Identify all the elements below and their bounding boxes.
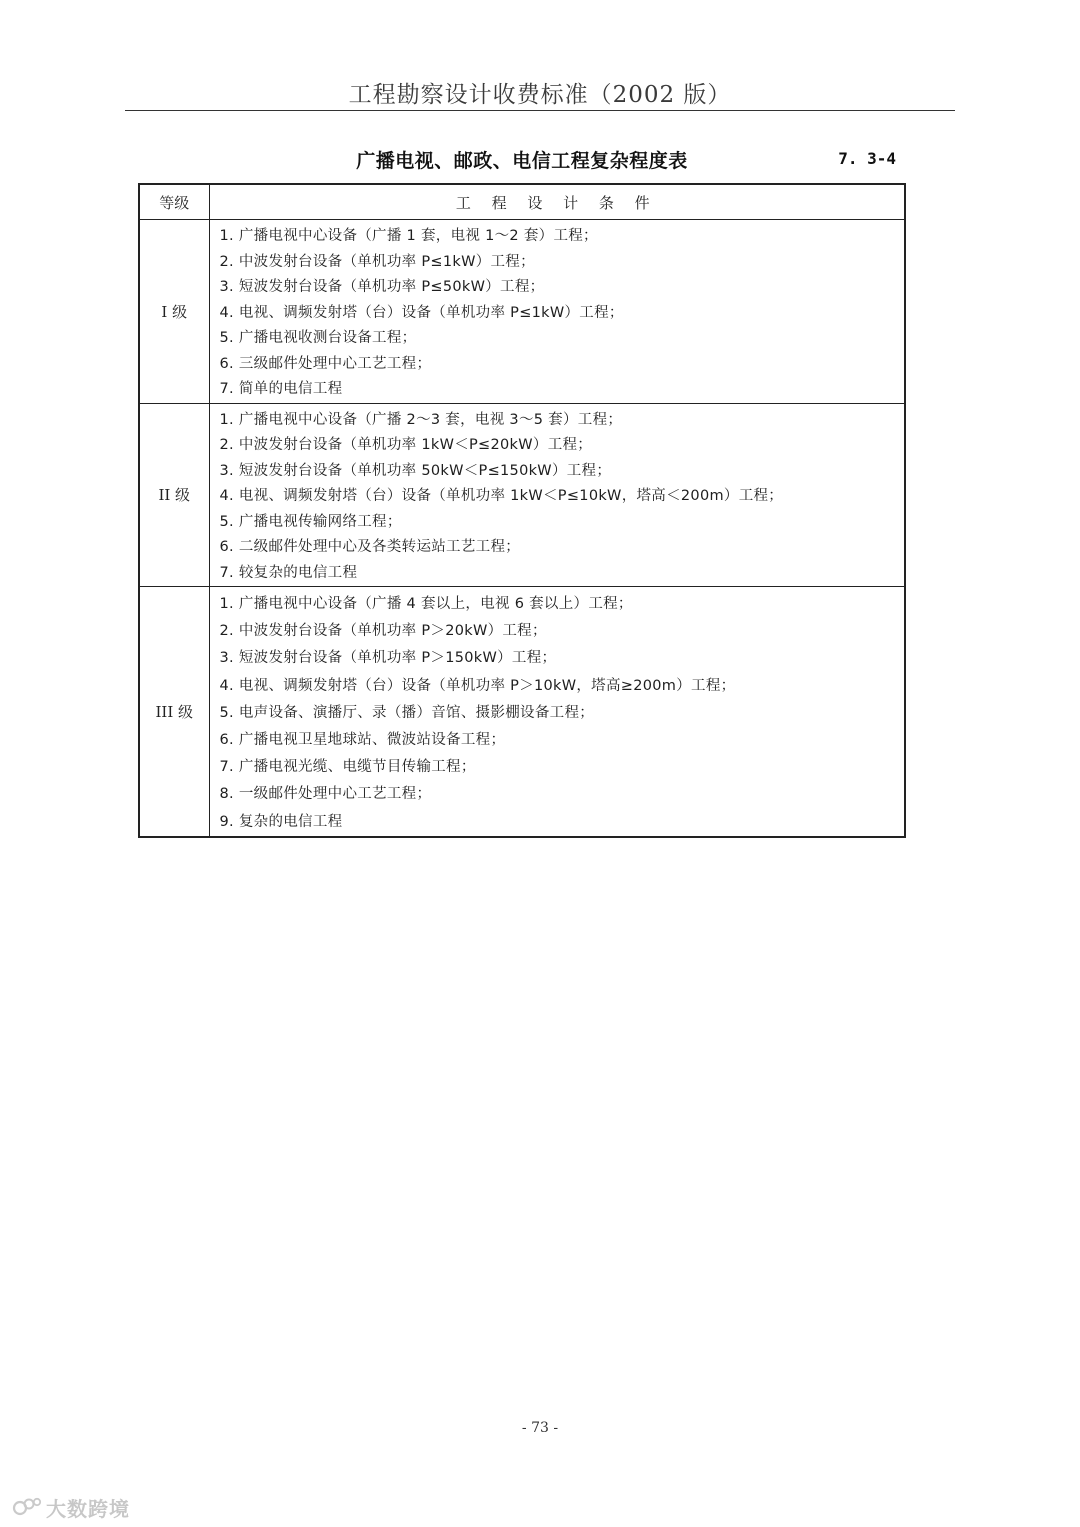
table-caption <box>138 146 906 174</box>
condition-item: 1. 广播电视中心设备（广播 4 套以上，电视 6 套以上）工程； <box>219 596 633 612</box>
condition-item: 7. 较复杂的电信工程 <box>219 564 358 581</box>
conditions-cell <box>209 220 905 404</box>
table-row-grade-2 <box>139 403 905 587</box>
grade-label: II 级 <box>139 403 209 587</box>
condition-item: 8. 一级邮件处理中心工艺工程； <box>219 786 432 803</box>
conditions-cell <box>209 403 905 587</box>
complexity-table <box>138 183 906 838</box>
condition-item: 6. 二级邮件处理中心及各类转运站工艺工程； <box>219 539 521 555</box>
condition-item: 3. 短波发射台设备（单机功率 50kW＜P≤150kW）工程； <box>219 462 612 479</box>
condition-item: 5. 电声设备、演播厅、录（播）音馆、摄影棚设备工程； <box>219 704 595 721</box>
condition-item: 1. 广播电视中心设备（广播 1 套，电视 1～2 套）工程； <box>219 228 598 244</box>
table-row-grade-1 <box>139 220 905 404</box>
condition-item: 4. 电视、调频发射塔（台）设备（单机功率 P＞10kW，塔高≥200m）工程； <box>219 677 736 694</box>
condition-item: 4. 电视、调频发射塔（台）设备（单机功率 1kW＜P≤10kW，塔高＜200m）工程； <box>219 488 784 504</box>
watermark-text: 大数跨境 <box>46 1496 130 1521</box>
condition-item: 7. 广播电视光缆、电缆节目传输工程； <box>219 759 476 776</box>
table-title: 广播电视、邮政、电信工程复杂程度表 <box>356 150 688 172</box>
condition-item: 6. 广播电视卫星地球站、微波站设备工程； <box>219 731 506 748</box>
condition-item: 3. 短波发射台设备（单机功率 P＞150kW）工程； <box>219 650 557 667</box>
header-rule <box>125 110 955 111</box>
conditions-cell <box>209 587 905 837</box>
table-row-grade-3 <box>139 587 905 837</box>
header-conditions: 工 程 设 计 条 件 <box>209 184 905 220</box>
grade-label: I 级 <box>139 220 209 404</box>
table-header-row <box>139 184 905 220</box>
condition-item: 6. 三级邮件处理中心工艺工程； <box>219 355 432 372</box>
condition-item: 3. 短波发射台设备（单机功率 P≤50kW）工程； <box>219 279 545 295</box>
condition-item: 7. 简单的电信工程 <box>219 381 343 397</box>
condition-item: 2. 中波发射台设备（单机功率 P＞20kW）工程； <box>219 623 547 640</box>
condition-item: 4. 电视、调频发射塔（台）设备（单机功率 P≤1kW）工程； <box>219 304 624 321</box>
page-number: - 73 - <box>521 1420 559 1436</box>
condition-item: 1. 广播电视中心设备（广播 2～3 套，电视 3～5 套）工程； <box>219 411 623 428</box>
watermark <box>12 1492 130 1522</box>
condition-item: 5. 广播电视收测台设备工程； <box>219 330 417 346</box>
condition-item: 2. 中波发射台设备（单机功率 1kW＜P≤20kW）工程； <box>219 437 593 453</box>
table-number: 7. 3-4 <box>838 149 896 168</box>
condition-item: 9. 复杂的电信工程 <box>219 813 343 830</box>
condition-item: 5. 广播电视传输网络工程； <box>219 513 402 530</box>
grade-label: III 级 <box>139 587 209 837</box>
condition-item: 2. 中波发射台设备（单机功率 P≤1kW）工程； <box>219 253 535 270</box>
watermark-logo-icon <box>12 1494 42 1520</box>
running-title: 工程勘察设计收费标准（2002 版） <box>348 82 732 108</box>
header-grade: 等级 <box>139 184 209 220</box>
